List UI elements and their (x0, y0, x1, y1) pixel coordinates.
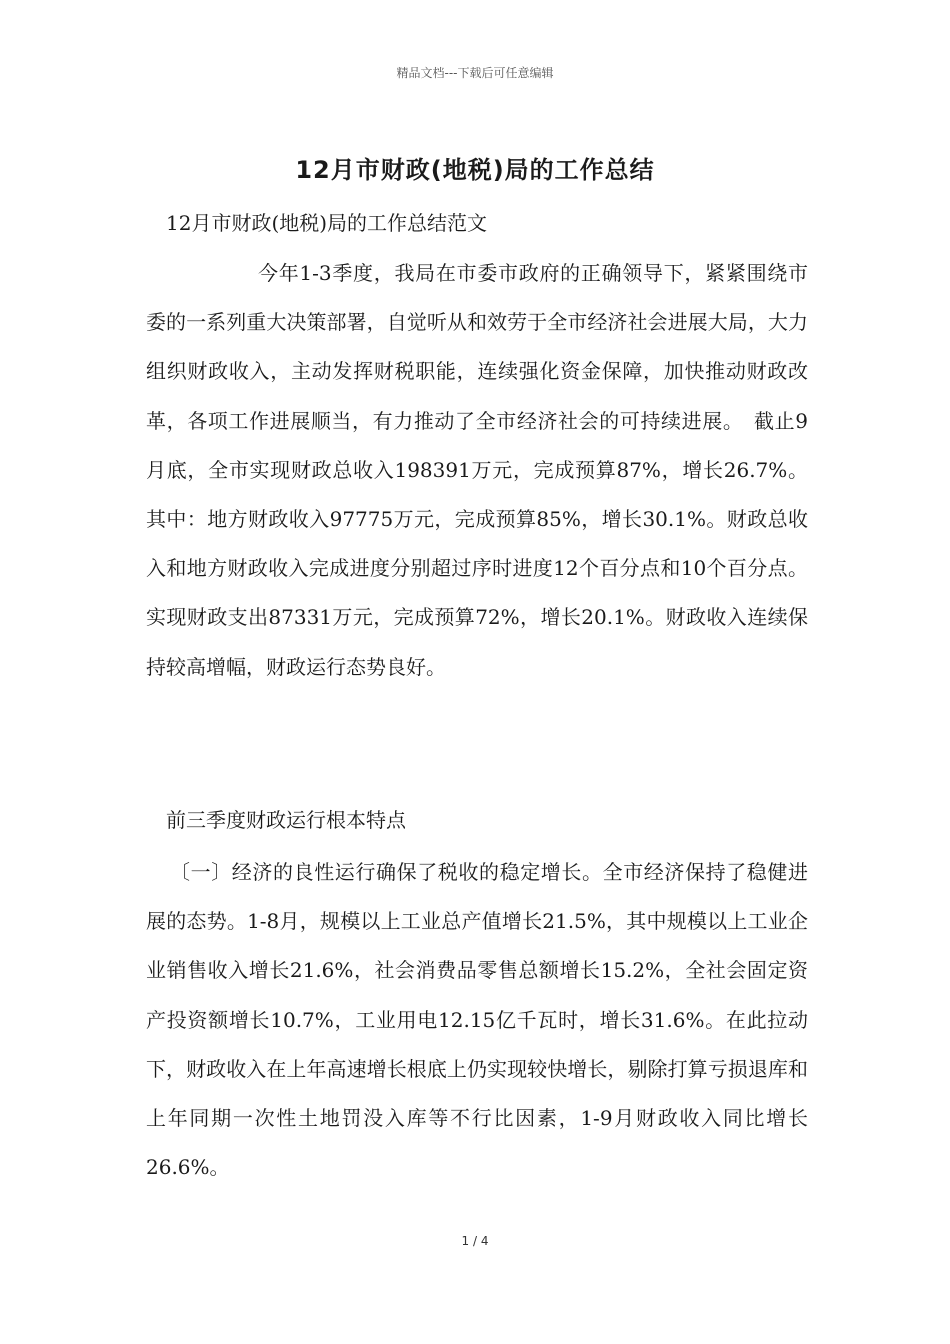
body-paragraph-1: 今年1-3季度，我局在市委市政府的正确领导下，紧紧围绕市委的一系列重大决策部署，自觉听从和效劳于全市经济社会进展大局，大力组织财政收入，主动发挥财税职能，连续强化资金保障，加快推动财政改革，各项工作进展顺当，有力推动了全市经济社会的可持续进展。 截止9月底，全市实现财政总收入198391万元，完成预算87%，增长26.7%。其中：地方财政收入97775万元，完成预算85%，增长30.1%。财政总收入和地方财政收入完成进度分别超过序时进度12个百分点和10个百分点。实现财政支出87331万元，完成预算72%，增长20.1%。财政收入连续保持较高增幅，财政运行态势良好。 (146, 261, 808, 679)
section-heading: 前三季度财政运行根本特点 (166, 808, 406, 832)
page-number: 1 / 4 (461, 1234, 489, 1248)
document-title: 12月市财政(地税)局的工作总结 (295, 156, 655, 184)
header-note: 精品文档---下载后可任意编辑 (396, 66, 554, 80)
body-paragraph-2: 〔一〕经济的良性运行确保了税收的稳定增长。全市经济保持了稳健进展的态势。1-8月，规模以上工业总产值增长21.5%，其中规模以上工业企业销售收入增长21.6%，社会消费品零售总额增长15.2%，全社会固定资产投资额增长10.7%，工业用电12.15亿千瓦时，增长31.6%。在此拉动下，财政收入在上年高速增长根底上仍实现较快增长，剔除打算亏损退库和上年同期一次性土地罚没入库等不行比因素，1-9月财政收入同比增长26.6%。 (146, 860, 808, 1180)
document-subtitle: 12月市财政(地税)局的工作总结范文 (166, 211, 488, 235)
